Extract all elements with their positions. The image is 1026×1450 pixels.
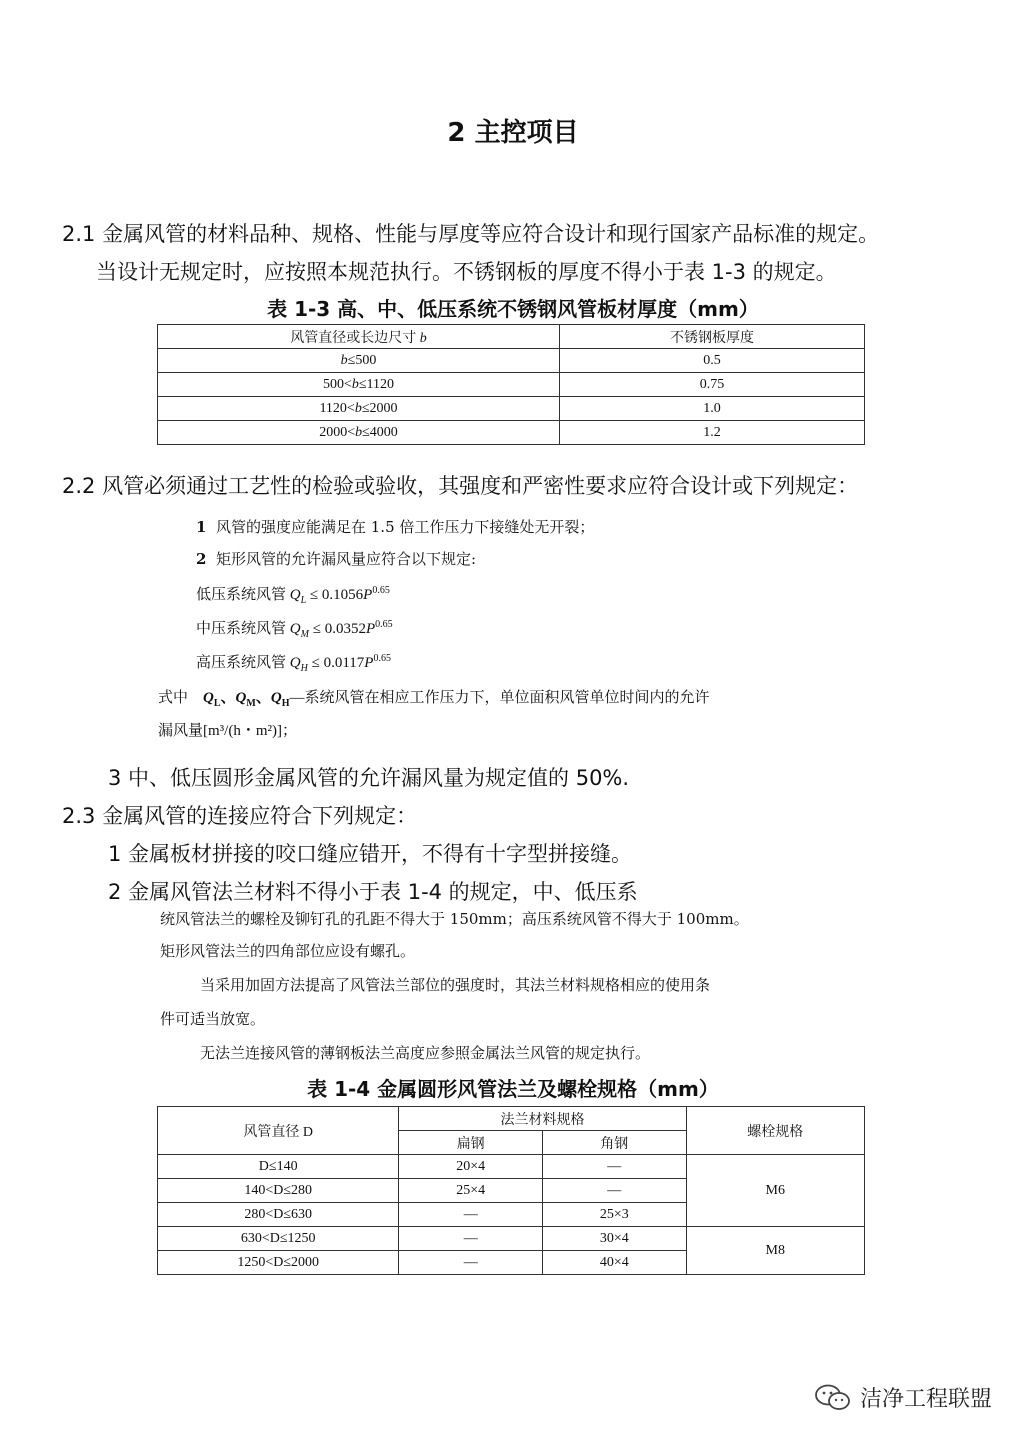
s22-line1: 2.2 风管必须通过工艺性的检验或验收，其强度和严密性要求应符合设计或下列规定：: [62, 474, 859, 498]
table-cell-bolt-m6: M6: [686, 1155, 864, 1227]
watermark: [814, 1382, 992, 1413]
s23-p1: 统风管法兰的螺栓及铆钉孔的孔距不得大于 150mm；高压系统风管不得大于 100mm。: [160, 910, 749, 928]
s23-p4: 件可适当放宽。: [160, 1010, 266, 1028]
table14-header-flat-steel: 扁钢: [399, 1131, 543, 1155]
table-cell: 0.75: [560, 373, 865, 397]
s23-line1: 2.3 金属风管的连接应符合下列规定：: [62, 804, 418, 828]
table14-caption: 表 1-4 金属圆形风管法兰及螺栓规格（mm）: [307, 1077, 719, 1101]
table14-header-flange: 法兰材料规格: [399, 1107, 686, 1131]
table-cell: 1.2: [560, 421, 865, 445]
table-row: [158, 1227, 865, 1251]
table13: [157, 324, 865, 445]
table-cell: —: [399, 1227, 543, 1251]
table-cell: 1250<D≤2000: [158, 1251, 399, 1275]
wechat-icon: [814, 1383, 852, 1413]
formula-high: 高压系统风管 $Q_H \le 0.0117P^{0.65}$: [196, 653, 391, 674]
s23-item2: 2 金属风管法兰材料不得小于表 1-4 的规定，中、低压系: [108, 880, 638, 904]
table-cell: D≤140: [158, 1155, 399, 1179]
table-cell: 1120<b≤2000: [158, 397, 560, 421]
s23-p5: 无法兰连接风管的薄钢板法兰高度应参照金属法兰风管的规定执行。: [200, 1044, 651, 1062]
s23-p2: 矩形风管法兰的四角部位应设有螺孔。: [160, 942, 416, 960]
table13-header-thickness: 不锈钢板厚度: [560, 325, 865, 349]
s23-item1: 1 金属板材拼接的咬口缝应错开，不得有十字型拼接缝。: [108, 842, 633, 866]
formula-label: 中压系统风管: [196, 621, 287, 637]
table-cell: 630<D≤1250: [158, 1227, 399, 1251]
table-cell: 25×3: [542, 1203, 686, 1227]
s22-item2: [196, 548, 476, 569]
table-cell: 25×4: [399, 1179, 543, 1203]
s21-line1: 2.1 金属风管的材料品种、规格、性能与厚度等应符合设计和现行国家产品标准的规定。: [62, 222, 880, 246]
table-row: [158, 1107, 865, 1131]
table-row: [158, 397, 865, 421]
table14: [157, 1106, 865, 1275]
table-cell: b≤500: [158, 349, 560, 373]
formula-coef: 0.1056: [321, 587, 364, 603]
formula-label: 低压系统风管: [196, 587, 287, 603]
table-cell: 280<D≤630: [158, 1203, 399, 1227]
formula-label: 高压系统风管: [196, 655, 287, 671]
item-number: 2: [196, 550, 207, 568]
s23-p3: 当采用加固方法提高了风管法兰部位的强度时，其法兰材料规格相应的使用条: [200, 976, 711, 994]
table-cell: 1.0: [560, 397, 865, 421]
where-lead: 式中: [158, 690, 189, 706]
table13-caption: 表 1-3 高、中、低压系统不锈钢风管板材厚度（mm）: [267, 297, 759, 321]
table14-header-angle-steel: 角钢: [542, 1131, 686, 1155]
formula-mid: 中压系统风管 $Q_M \le 0.0352P^{0.65}$: [196, 619, 393, 640]
s22-item1: [196, 516, 594, 537]
s21-line2: 当设计无规定时，应按照本规范执行。不锈钢板的厚度不得小于表 1-3 的规定。: [96, 260, 837, 284]
formula-exp: 0.65: [375, 619, 393, 630]
item-text: 风管的强度应能满足在 1.5 倍工作压力下接缝处无开裂；: [215, 518, 595, 536]
page-title: 2 主控项目: [447, 118, 579, 148]
table-row: [158, 421, 865, 445]
where-text: —系统风管在相应工作压力下，单位面积风管单位时间内的允许: [289, 690, 710, 706]
table-cell: —: [399, 1203, 543, 1227]
table-cell: 30×4: [542, 1227, 686, 1251]
watermark-text: 洁净工程联盟: [859, 1387, 992, 1412]
formula-exp: 0.65: [372, 585, 390, 596]
where-clause: 式中 $Q_L$、$Q_M$、$Q_H—$系统风管在相应工作压力下，单位面积风管单位时间内的允许: [158, 690, 710, 709]
table-row: [158, 349, 865, 373]
table-cell: 20×4: [399, 1155, 543, 1179]
formula-coef: 0.0117: [323, 655, 365, 671]
item-text: 矩形风管的允许漏风量应符合以下规定:: [215, 550, 477, 568]
table-cell: 500<b≤1120: [158, 373, 560, 397]
table-cell: 40×4: [542, 1251, 686, 1275]
table-cell: —: [542, 1155, 686, 1179]
table-cell: 2000<b≤4000: [158, 421, 560, 445]
table13-header-size: 风管直径或长边尺寸 b: [158, 325, 560, 349]
formula-low: 低压系统风管 $Q_L \le 0.1056P^{0.65}$: [196, 585, 390, 606]
table-row: [158, 373, 865, 397]
table-cell: 0.5: [560, 349, 865, 373]
table14-header-bolt: 螺栓规格: [686, 1107, 864, 1155]
table-row: [158, 325, 865, 349]
table14-header-diameter: 风管直径 D: [158, 1107, 399, 1155]
table-cell-bolt-m8: M8: [686, 1227, 864, 1275]
table-cell: —: [399, 1251, 543, 1275]
table-row: [158, 1155, 865, 1179]
table-cell: 140<D≤280: [158, 1179, 399, 1203]
formula-exp: 0.65: [373, 653, 391, 664]
where-line2: 漏风量[m³/(h・m²)]；: [158, 723, 297, 739]
item-number: 1: [196, 518, 207, 536]
table-cell: —: [542, 1179, 686, 1203]
formula-coef: 0.0352: [324, 621, 366, 637]
s22-item3: 3 中、低压圆形金属风管的允许漏风量为规定值的 50%.: [108, 766, 630, 790]
